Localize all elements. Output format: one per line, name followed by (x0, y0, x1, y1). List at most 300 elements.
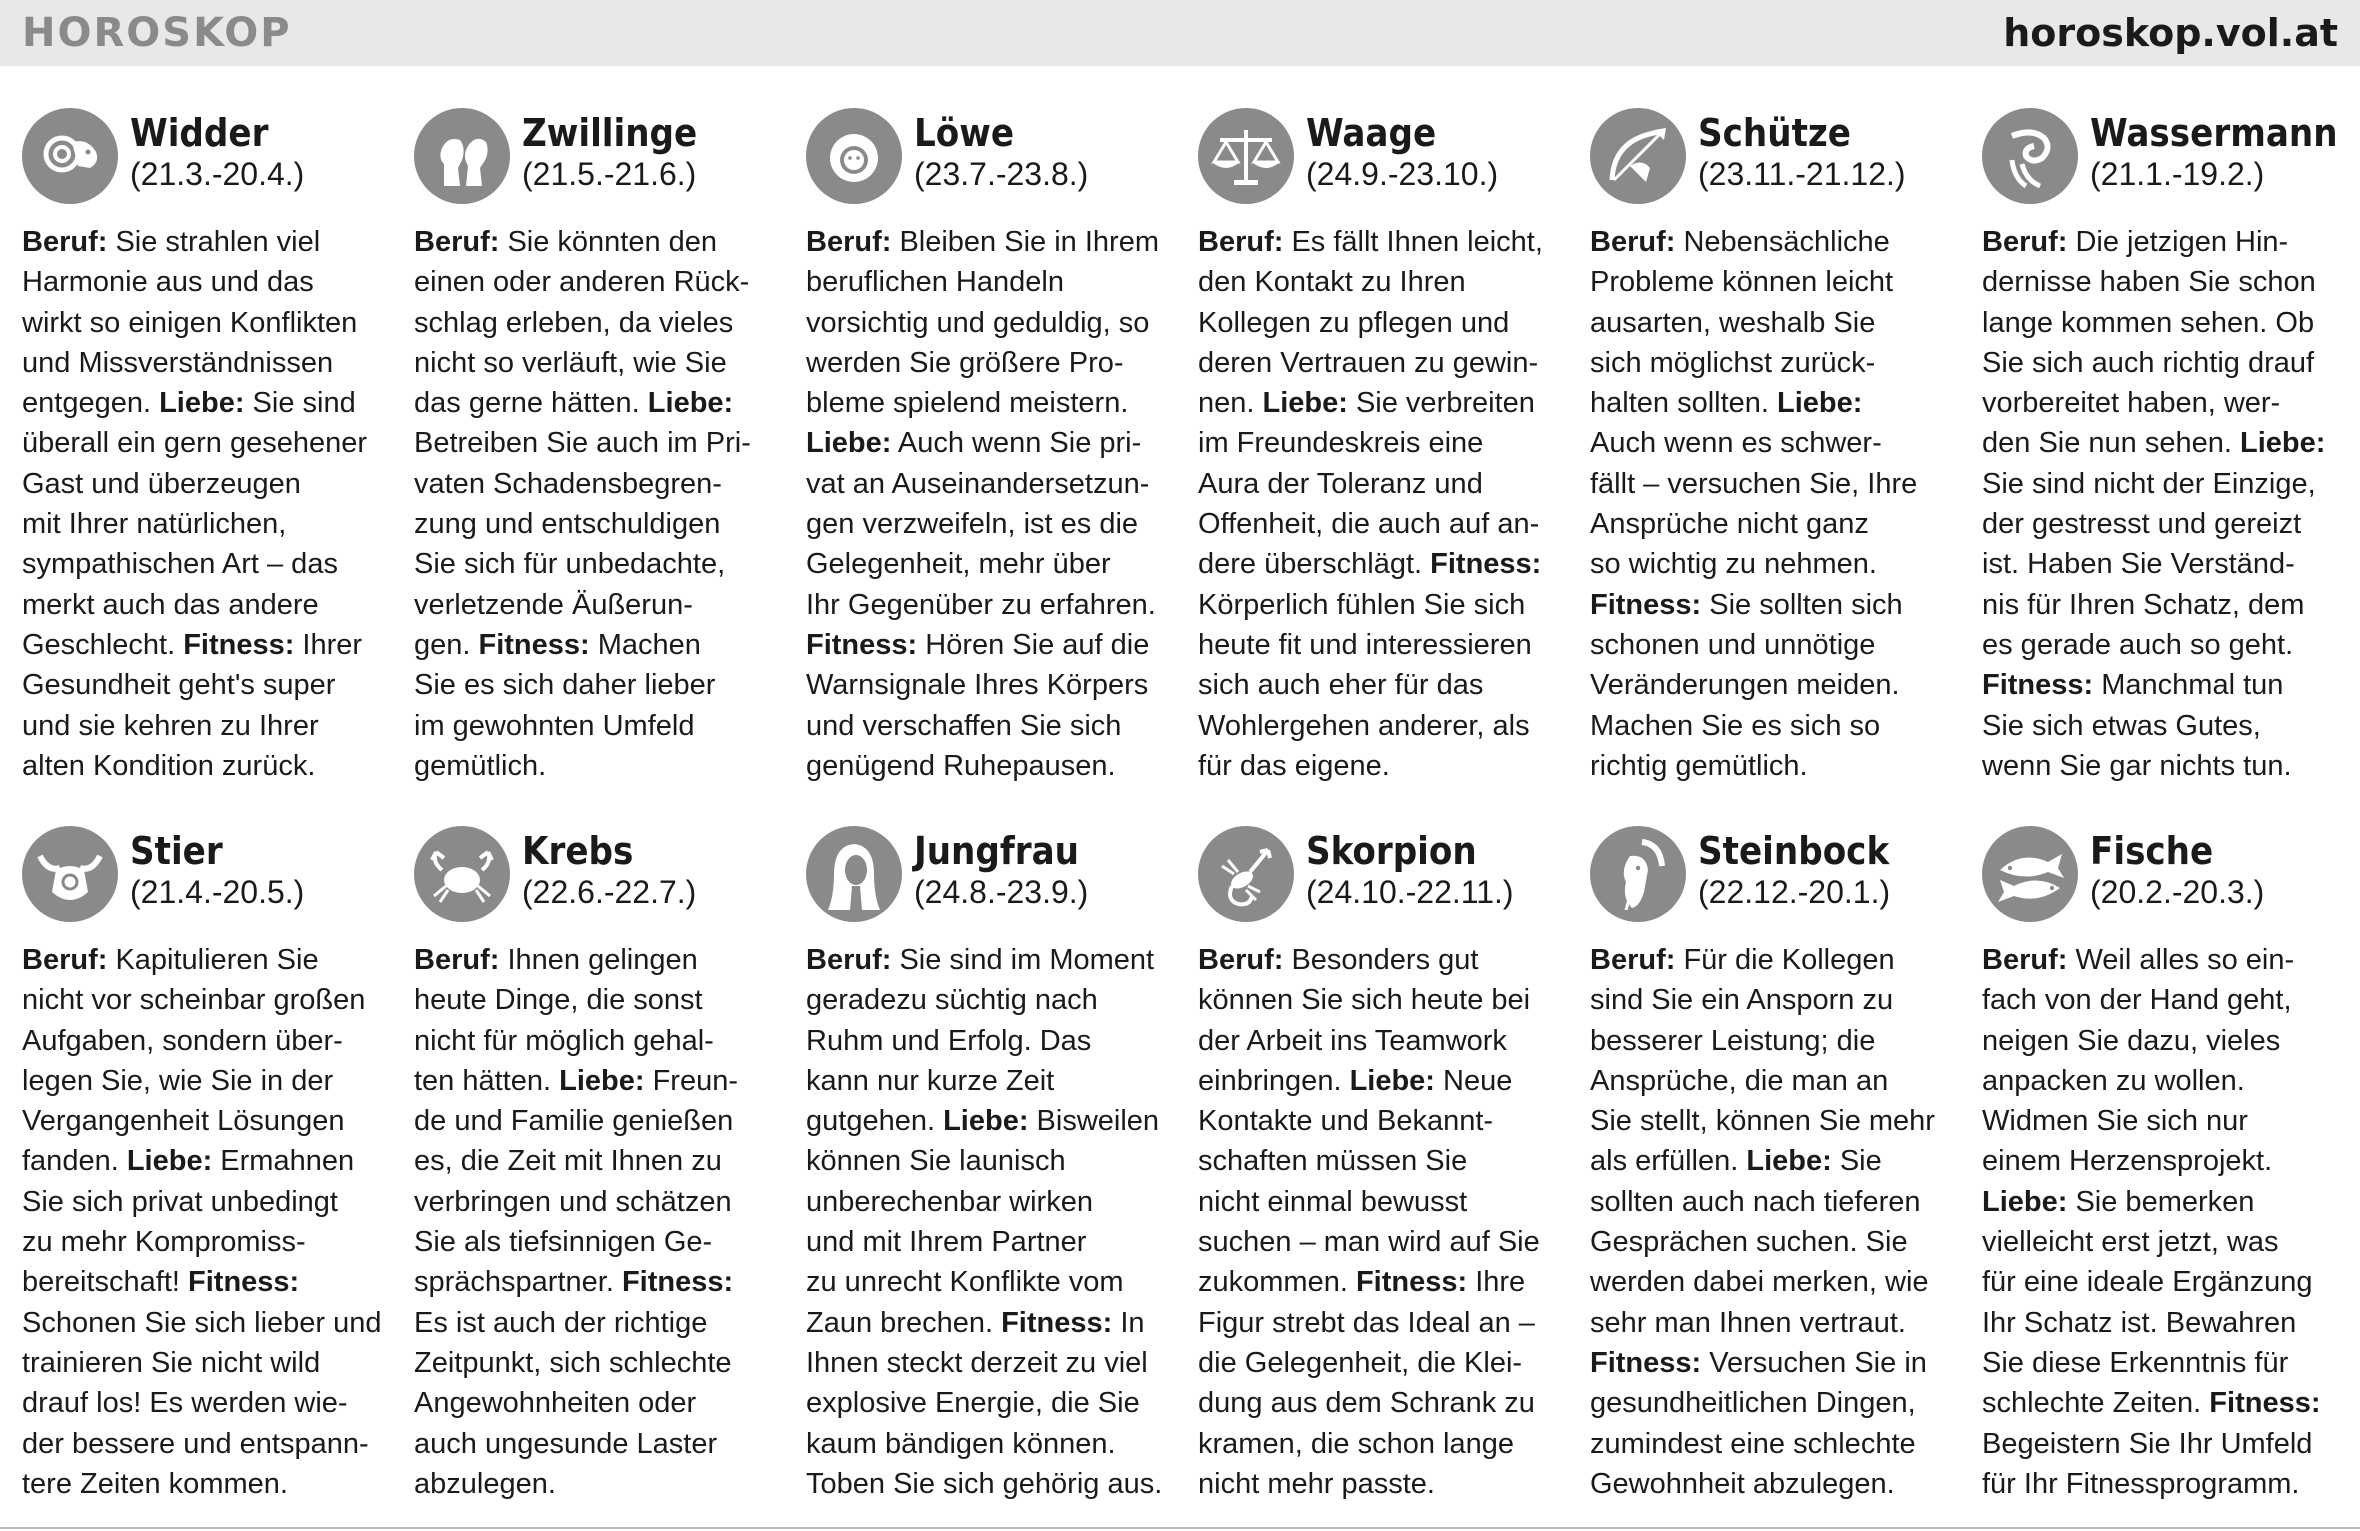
text-line (806, 1424, 1176, 1464)
header-bar (0, 0, 2360, 66)
text-run: neigen Sie dazu, vieles (1982, 1024, 2281, 1057)
text-line (414, 1101, 784, 1141)
text-line (414, 1141, 784, 1181)
text-run: Machen Sie es sich so (1590, 709, 1881, 742)
text-line (806, 303, 1176, 343)
text-run: In (1112, 1306, 1145, 1339)
text-run: Ihnen steckt derzeit zu viel (806, 1346, 1148, 1379)
text-line (1590, 423, 1960, 463)
text-run: wirkt so einigen Konflikten (22, 306, 358, 339)
text-run: kann nur kurze Zeit (806, 1064, 1055, 1097)
sign-dates: (24.10.-22.11.) (1306, 874, 1514, 910)
text-line (1590, 1021, 1960, 1061)
text-line (1982, 746, 2352, 786)
text-run: und mit Ihrem Partner (806, 1226, 1087, 1259)
sign-dates: (22.6.-22.7.) (522, 874, 697, 910)
text-line (414, 383, 784, 423)
text-line (806, 383, 1176, 423)
text-run: zung und entschuldigen (414, 508, 721, 541)
sign-name: Wassermann (2090, 111, 2338, 155)
text-run: Gast und überzeugen (22, 467, 301, 500)
text-run: Sie sich etwas Gutes, (1982, 709, 2261, 742)
text-run: nicht vor scheinbar großen (22, 984, 366, 1017)
text-line (22, 1021, 392, 1061)
text-line (1198, 706, 1568, 746)
text-line (1590, 1141, 1960, 1181)
text-line (1590, 746, 1960, 786)
text-line (1590, 1061, 1960, 1101)
text-line (414, 1262, 784, 1302)
text-run: nis für Ihren Schatz, dem (1982, 588, 2305, 621)
sign-header (1982, 826, 2352, 926)
archer-icon (1590, 108, 1686, 204)
category-label: Fitness: (806, 628, 918, 661)
text-line (414, 625, 784, 665)
scorpion-icon (1198, 826, 1294, 922)
text-line (414, 464, 784, 504)
text-line (1198, 1383, 1568, 1423)
text-line (806, 940, 1176, 980)
text-line (414, 423, 784, 463)
text-run: nicht einmal bewusst (1198, 1185, 1468, 1218)
text-line (1590, 343, 1960, 383)
text-run: bereitschaft! (22, 1266, 189, 1299)
text-run: vorsichtig und geduldig, so (806, 306, 1150, 339)
text-run: verbringen und schätzen (414, 1185, 732, 1218)
virgin-icon (806, 826, 902, 922)
text-line (1590, 585, 1960, 625)
text-line (414, 1061, 784, 1101)
text-line (1982, 1021, 2352, 1061)
text-run: dere überschlägt. (1198, 548, 1431, 581)
text-line (22, 1464, 392, 1504)
text-run: Sie es sich daher lieber (414, 669, 716, 702)
text-run: nicht für möglich gehal- (414, 1024, 714, 1057)
text-run: schaften müssen Sie (1198, 1145, 1468, 1178)
text-line (1982, 665, 2352, 705)
text-run: Sie sich auch richtig drauf (1982, 346, 2315, 379)
text-line (806, 1101, 1176, 1141)
text-line (806, 585, 1176, 625)
text-run: Nebensächliche (1675, 226, 1890, 258)
category-label: Liebe: (159, 387, 245, 420)
text-line (414, 1343, 784, 1383)
text-run: auch ungesunde Laster (414, 1427, 718, 1460)
text-run: nicht mehr passte. (1198, 1467, 1435, 1500)
sign-header (1590, 826, 1960, 926)
category-label: Liebe: (806, 427, 892, 460)
text-line (1198, 1141, 1568, 1181)
text-run: merkt auch das andere (22, 588, 319, 621)
text-run: kramen, die schon lange (1198, 1427, 1514, 1460)
text-line (22, 343, 392, 383)
text-run: Kollegen zu pflegen und (1198, 306, 1510, 339)
text-line (414, 980, 784, 1020)
text-run: Warnsignale Ihres Körpers (806, 669, 1149, 702)
sign-text (806, 222, 1176, 786)
text-line (806, 746, 1176, 786)
text-line (1590, 504, 1960, 544)
text-run: vorbereitet haben, wer- (1982, 387, 2281, 420)
category-label: Beruf: (1982, 944, 2068, 976)
text-line (414, 1303, 784, 1343)
horoscope-jungfrau (806, 826, 1176, 1504)
text-line (806, 1343, 1176, 1383)
text-run: unberechenbar wirken (806, 1185, 1093, 1218)
text-line (414, 746, 784, 786)
text-line (1590, 262, 1960, 302)
text-line (1982, 262, 2352, 302)
text-run: Betreiben Sie auch im Pri- (414, 427, 751, 460)
scales-icon (1198, 108, 1294, 204)
text-line (1982, 585, 2352, 625)
text-line (22, 1222, 392, 1262)
text-run: suchen – man wird auf Sie (1198, 1226, 1540, 1259)
goat-icon (1590, 826, 1686, 922)
text-line (1590, 625, 1960, 665)
category-label: Beruf: (806, 226, 892, 258)
text-line (1982, 1343, 2352, 1383)
text-line (1198, 1021, 1568, 1061)
text-run: Machen (589, 628, 701, 661)
text-line (414, 544, 784, 584)
text-run: werden dabei merken, wie (1590, 1266, 1929, 1299)
text-line (22, 1061, 392, 1101)
sign-header (1590, 108, 1960, 208)
horoscope-steinbock (1590, 826, 1960, 1504)
text-run: und Missverständnissen (22, 346, 334, 379)
text-run: halten sollten. (1590, 387, 1778, 420)
text-run: Gewohnheit abzulegen. (1590, 1467, 1895, 1500)
text-line (806, 665, 1176, 705)
text-line (1590, 1303, 1960, 1343)
text-line (414, 222, 784, 262)
text-line (22, 383, 392, 423)
text-run: für eine ideale Ergänzung (1982, 1266, 2313, 1299)
text-line (1982, 1061, 2352, 1101)
horoscope-zwillinge (414, 108, 784, 786)
text-line (1198, 1464, 1568, 1504)
text-line (1198, 222, 1568, 262)
category-label: Fitness: (1355, 1266, 1468, 1299)
text-run: zumindest eine schlechte (1590, 1427, 1916, 1460)
text-run: Besonders gut (1283, 944, 1479, 976)
text-line (22, 940, 392, 980)
text-line (1590, 706, 1960, 746)
sign-dates: (22.12.-20.1.) (1698, 874, 1891, 910)
text-line (1982, 1303, 2352, 1343)
text-line (806, 625, 1176, 665)
text-line (1590, 1464, 1960, 1504)
category-label: Fitness: (1430, 548, 1542, 581)
text-run: sympathischen Art – das (22, 548, 338, 581)
text-line (1198, 665, 1568, 705)
text-line (806, 1383, 1176, 1423)
text-line (806, 1141, 1176, 1181)
text-line (1198, 1303, 1568, 1343)
text-line (1198, 464, 1568, 504)
text-line (1590, 464, 1960, 504)
text-run: Offenheit, die auch auf an- (1198, 508, 1540, 541)
text-line (22, 262, 392, 302)
text-line (22, 1343, 392, 1383)
text-line (1590, 1222, 1960, 1262)
text-line (1198, 262, 1568, 302)
sign-text (1590, 940, 1960, 1504)
text-line (22, 585, 392, 625)
text-line (1982, 1222, 2352, 1262)
text-run: Manchmal tun (2093, 669, 2284, 702)
text-line (1982, 303, 2352, 343)
category-label: Liebe: (1262, 387, 1348, 420)
text-line (806, 262, 1176, 302)
text-run: und sie kehren zu Ihrer (22, 709, 319, 742)
text-run: vielleicht erst jetzt, was (1982, 1226, 2279, 1259)
text-line (806, 1182, 1176, 1222)
text-run: Sie sind im Moment (891, 944, 1155, 976)
category-label: Beruf: (806, 944, 892, 976)
category-label: Fitness: (183, 628, 295, 661)
sign-text (1198, 940, 1568, 1504)
text-line (1198, 303, 1568, 343)
text-run: gutgehen. (806, 1105, 944, 1138)
text-run: Geschlecht. (22, 628, 184, 661)
text-run: Harmonie aus und das (22, 266, 314, 299)
category-label: Beruf: (22, 226, 108, 258)
sign-name: Fische (2090, 829, 2214, 873)
text-run: schlechte Zeiten. (1982, 1387, 2210, 1420)
category-label: Fitness: (621, 1266, 734, 1299)
text-run: ten hätten. (414, 1064, 560, 1097)
horoscope-skorpion (1198, 826, 1568, 1504)
text-line (22, 464, 392, 504)
text-run: heute fit und interessieren (1198, 628, 1532, 661)
text-run: und verschaffen Sie sich (806, 709, 1122, 742)
text-run: Ihr Gegenüber zu erfahren. (806, 588, 1156, 621)
text-run: gemütlich. (414, 749, 547, 782)
text-line (1198, 625, 1568, 665)
text-line (1982, 504, 2352, 544)
text-line (414, 940, 784, 980)
sign-dates: (21.1.-19.2.) (2090, 156, 2265, 192)
text-run: Schonen Sie sich lieber und (22, 1306, 382, 1339)
text-line (22, 423, 392, 463)
sign-name: Löwe (914, 111, 1015, 155)
category-label: Beruf: (22, 944, 108, 976)
text-line (1198, 1343, 1568, 1383)
text-run: Gesundheit geht's super (22, 669, 336, 702)
category-label: Fitness: (1590, 1346, 1702, 1379)
category-label: Fitness: (1982, 669, 2094, 702)
text-line (1198, 504, 1568, 544)
category-label: Fitness: (1001, 1306, 1113, 1339)
text-run: entgegen. (22, 387, 160, 420)
text-run: für Ihr Fitnessprogramm. (1982, 1467, 2300, 1500)
text-run: sprächspartner. (414, 1266, 622, 1299)
text-line (22, 1383, 392, 1423)
text-line (1198, 1182, 1568, 1222)
text-run: das gerne hätten. (414, 387, 648, 420)
text-run: richtig gemütlich. (1590, 749, 1808, 782)
text-run: schonen und unnötige (1590, 628, 1876, 661)
text-run: Veränderungen meiden. (1590, 669, 1900, 702)
category-label: Beruf: (1198, 944, 1284, 976)
text-run: kaum bändigen können. (806, 1427, 1116, 1460)
text-run: Sie sich privat unbedingt (22, 1185, 338, 1218)
sign-name: Skorpion (1306, 829, 1477, 873)
text-line (22, 1424, 392, 1464)
text-line (414, 706, 784, 746)
sign-dates: (21.4.-20.5.) (130, 874, 305, 910)
water-bearer-icon (1982, 108, 2078, 204)
text-line (1590, 1343, 1960, 1383)
sign-dates: (24.8.-23.9.) (914, 874, 1089, 910)
sign-header (414, 108, 784, 208)
text-line (414, 1021, 784, 1061)
text-run: Ihre (1467, 1266, 1526, 1299)
text-run: genügend Ruhepausen. (806, 749, 1116, 782)
category-label: Liebe: (1777, 387, 1863, 420)
text-line (1982, 343, 2352, 383)
text-line (1590, 383, 1960, 423)
text-run: Sie sind nicht der Einzige, (1982, 467, 2316, 500)
sign-name: Jungfrau (914, 829, 1080, 873)
text-line (22, 1182, 392, 1222)
sign-text (1982, 222, 2352, 786)
text-line (1982, 1383, 2352, 1423)
text-run: Für die Kollegen (1675, 944, 1895, 976)
text-run: Ihr Schatz ist. Bewahren (1982, 1306, 2297, 1339)
text-line (806, 343, 1176, 383)
sign-header (414, 826, 784, 926)
text-line (414, 585, 784, 625)
sign-name: Schütze (1698, 111, 1852, 155)
text-run: beruflichen Handeln (806, 266, 1064, 299)
text-run: Sie verbreiten (1347, 387, 1535, 420)
category-label: Liebe: (943, 1105, 1029, 1138)
text-run: werden Sie größere Pro- (806, 346, 1124, 379)
text-run: die Gelegenheit, die Klei- (1198, 1346, 1523, 1379)
text-line (1590, 1383, 1960, 1423)
horoscope-waage (1198, 108, 1568, 786)
text-line (1590, 303, 1960, 343)
text-run: gen verzweifeln, ist es die (806, 508, 1139, 541)
text-run: verletzende Äußerun- (414, 588, 693, 621)
text-run: Es fällt Ihnen leicht, (1283, 226, 1543, 258)
text-line (414, 504, 784, 544)
text-run: Vergangenheit Lösungen (22, 1105, 345, 1138)
sign-dates: (20.2.-20.3.) (2090, 874, 2265, 910)
category-label: Beruf: (1590, 944, 1676, 976)
text-run: Ruhm und Erfolg. Das (806, 1024, 1092, 1057)
sign-name: Stier (130, 829, 223, 873)
sign-text (806, 940, 1176, 1504)
text-line (22, 504, 392, 544)
text-line (414, 1424, 784, 1464)
sign-dates: (23.7.-23.8.) (914, 156, 1089, 192)
text-run: lange kommen sehen. Ob (1982, 306, 2315, 339)
text-line (1982, 940, 2352, 980)
text-line (806, 1222, 1176, 1262)
sign-dates: (21.3.-20.4.) (130, 156, 305, 192)
text-run: heute Dinge, die sonst (414, 984, 703, 1017)
text-line (1198, 1101, 1568, 1141)
text-run: legen Sie, wie Sie in der (22, 1064, 334, 1097)
text-run: können Sie launisch (806, 1145, 1066, 1178)
category-label: Fitness: (188, 1266, 300, 1299)
text-line (1590, 980, 1960, 1020)
text-run: ist. Haben Sie Verständ- (1982, 548, 2295, 581)
text-run: Widmen Sie sich nur (1982, 1105, 2248, 1138)
site-url-link[interactable]: horoskop.vol.at (2003, 11, 2338, 55)
text-run: Begeistern Sie Ihr Umfeld (1982, 1427, 2313, 1460)
text-line (1198, 746, 1568, 786)
text-run: gen. (414, 628, 479, 661)
text-line (1982, 464, 2352, 504)
horoscope-widder (22, 108, 392, 786)
text-line (1982, 1464, 2352, 1504)
text-run: Neue (1434, 1064, 1513, 1097)
text-run: sollten auch nach tieferen (1590, 1185, 1921, 1218)
text-line (1982, 625, 2352, 665)
text-line (22, 544, 392, 584)
category-label: Liebe: (1982, 1185, 2068, 1218)
category-label: Beruf: (414, 944, 500, 976)
text-line (806, 1464, 1176, 1504)
text-run: Aufgaben, sondern über- (22, 1024, 343, 1057)
text-line (414, 343, 784, 383)
text-line (1982, 1424, 2352, 1464)
category-label: Beruf: (1982, 226, 2068, 258)
text-run: vaten Schadensbegren- (414, 467, 722, 500)
text-line (1198, 343, 1568, 383)
sign-name: Waage (1306, 111, 1437, 155)
sign-text (22, 222, 392, 786)
sign-header (22, 108, 392, 208)
text-line (414, 262, 784, 302)
text-run: Ihrer (294, 628, 363, 661)
sign-header (22, 826, 392, 926)
text-run: zukommen. (1198, 1266, 1356, 1299)
text-run: fach von der Hand geht, (1982, 984, 2292, 1017)
text-line (1982, 1101, 2352, 1141)
text-run: Sie bemerken (2067, 1185, 2255, 1218)
text-run: Wohlergehen anderer, als (1198, 709, 1530, 742)
category-label: Fitness: (2209, 1387, 2321, 1420)
text-run: im gewohnten Umfeld (414, 709, 695, 742)
sign-name: Zwillinge (522, 111, 698, 155)
sign-text (1982, 940, 2352, 1504)
text-run: Gelegenheit, mehr über (806, 548, 1111, 581)
text-run: Bleiben Sie in Ihrem (891, 226, 1159, 258)
text-run: Kontakte und Bekannt- (1198, 1105, 1494, 1138)
text-run: den Kontakt zu Ihren (1198, 266, 1466, 299)
text-run: der Arbeit ins Teamwork (1198, 1024, 1507, 1057)
sign-header (806, 826, 1176, 926)
text-run: ausarten, weshalb Sie (1590, 306, 1876, 339)
text-line (1590, 940, 1960, 980)
text-run: schlag erleben, da vieles (414, 306, 734, 339)
text-line (1982, 1182, 2352, 1222)
text-run: drauf los! Es werden wie- (22, 1387, 348, 1420)
text-run: Die jetzigen Hin- (2067, 226, 2289, 258)
text-run: für das eigene. (1198, 749, 1390, 782)
sign-text (414, 940, 784, 1504)
ram-icon (22, 108, 118, 204)
sign-header (1198, 108, 1568, 208)
text-run: bleme spielend meistern. (806, 387, 1129, 420)
text-run: können Sie sich heute bei (1198, 984, 1531, 1017)
